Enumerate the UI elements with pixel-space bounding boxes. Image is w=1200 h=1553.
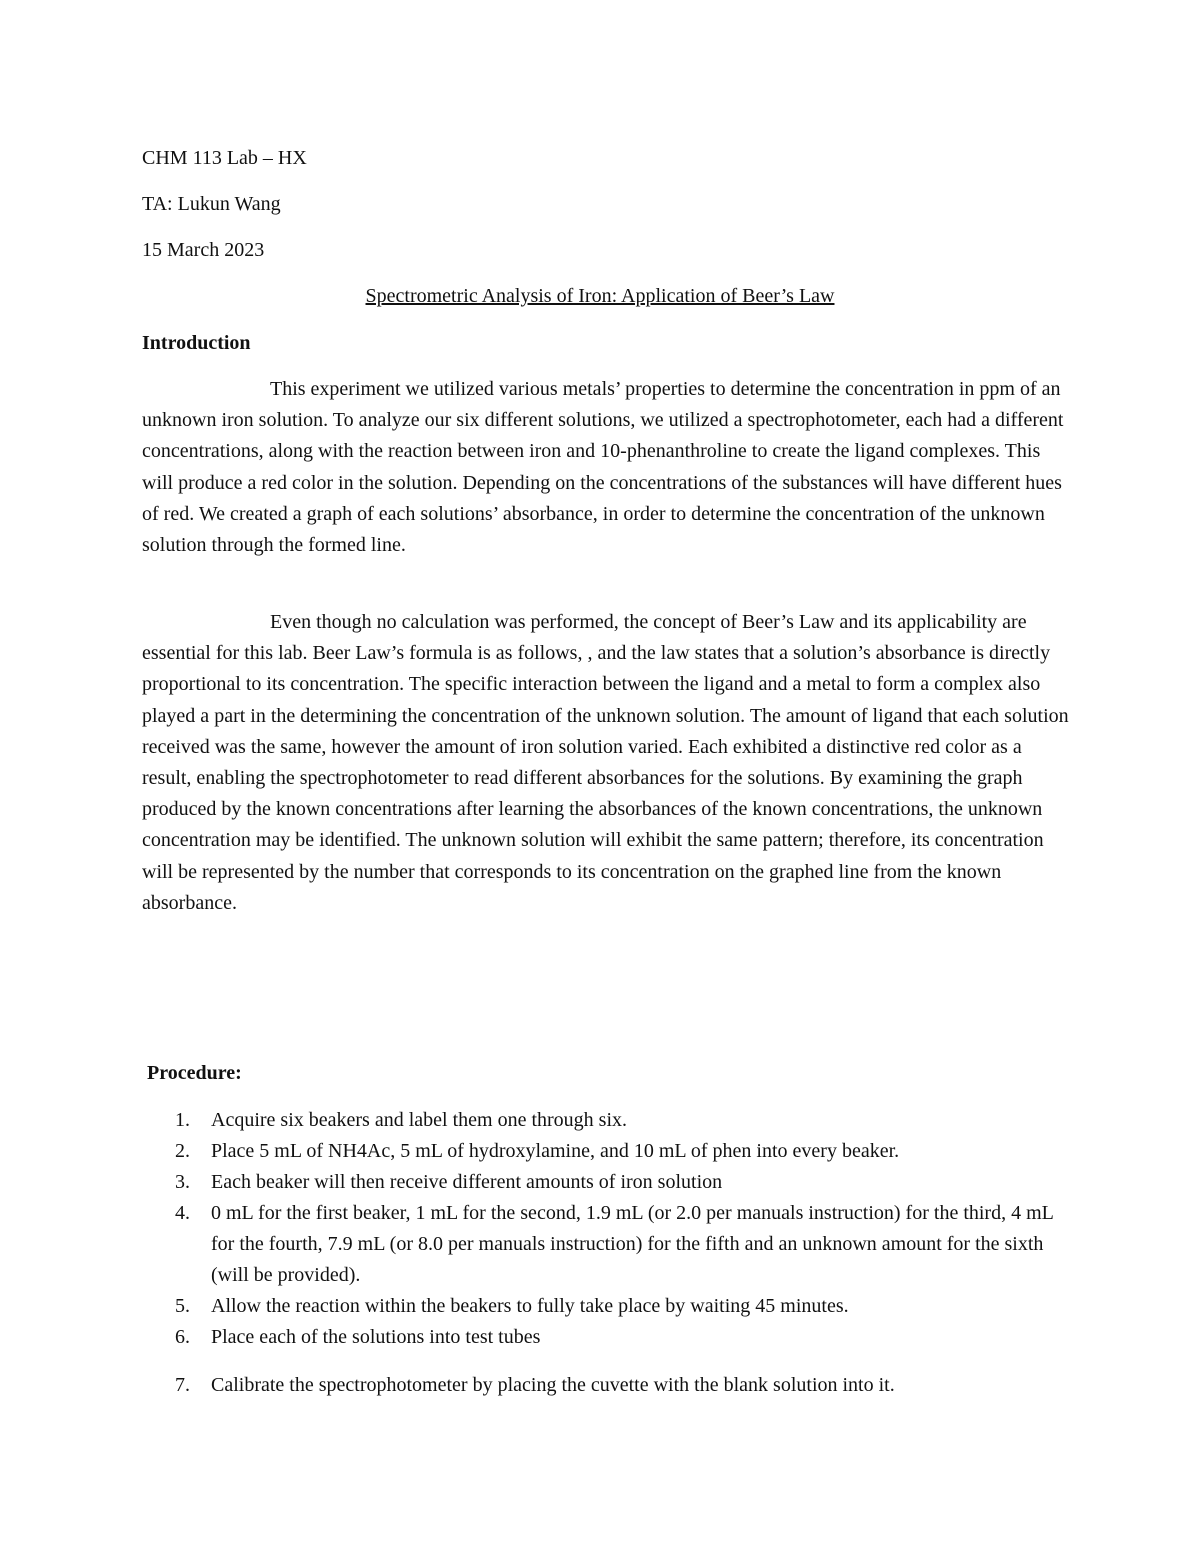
list-item bbox=[142, 1105, 1072, 1136]
step-number: 5. bbox=[175, 1295, 190, 1317]
step-text: Acquire six beakers and label them one through six. bbox=[211, 1109, 627, 1131]
list-item bbox=[142, 1322, 1072, 1353]
step-text: 0 mL for the first beaker, 1 mL for the second, 1.9 mL (or 2.0 per manuals instruction) for the third, 4 mL for the fourth, 7.9 mL (or 8.0 per manuals instruction) for the fifth and an unknown amount for the sixth (will be provided). bbox=[211, 1202, 1054, 1286]
step-text: Allow the reaction within the beakers to fully take place by waiting 45 minutes. bbox=[211, 1295, 849, 1317]
date-line: 15 March 2023 bbox=[142, 239, 265, 261]
step-number: 1. bbox=[175, 1109, 190, 1131]
ta-line: TA: Lukun Wang bbox=[142, 193, 281, 215]
list-item bbox=[142, 1136, 1072, 1167]
step-number: 7. bbox=[175, 1374, 190, 1396]
list-item bbox=[142, 1167, 1072, 1198]
procedure-heading: Procedure: bbox=[147, 1062, 242, 1084]
list-item bbox=[142, 1370, 1072, 1401]
step-text: Calibrate the spectrophotometer by placing the cuvette with the blank solution into it. bbox=[211, 1374, 895, 1396]
list-item bbox=[142, 1198, 1072, 1291]
intro-paragraph-1: This experiment we utilized various metals’ properties to determine the concentration in ppm of an unknown iron solution. To analyze our six different solutions, we utilized a spectrophotometer, each had a different concentrations, along with the reaction between iron and 10-phenanthroline to create the ligand complexes. This will produce a red color in the solution. Depending on the concentrations of the substances will have different hues of red. We created a graph of each solutions’ absorbance, in order to determine the concentration of the unknown solution through the formed line. bbox=[142, 378, 1064, 557]
document-title: Spectrometric Analysis of Iron: Application of Beer’s Law bbox=[365, 285, 835, 307]
list-item bbox=[142, 1291, 1072, 1322]
course-line: CHM 113 Lab – HX bbox=[142, 147, 307, 169]
step-number: 3. bbox=[175, 1171, 190, 1193]
intro-paragraph-2: Even though no calculation was performed, the concept of Beer’s Law and its applicability are essential for this lab. Beer Law’s formula is as follows, , and the law states that a solution’s absorbance is directly proportional to its concentration. The specific interaction between the ligand and a metal to form a complex also played a part in the determining the concentration of the unknown solution. The amount of ligand that each solution received was the same, however the amount of iron solution varied. Each exhibited a distinctive red color as a result, enabling the spectrophotometer to read different absorbances for the solutions. By examining the graph produced by the known concentrations after learning the absorbances of the known concentrations, the unknown concentration may be identified. The unknown solution will exhibit the same pattern; therefore, its concentration will be represented by the number that corresponds to its concentration on the graphed line from the known absorbance. bbox=[142, 611, 1069, 914]
step-number: 4. bbox=[175, 1202, 190, 1224]
procedure-list bbox=[142, 1105, 1072, 1401]
introduction-heading: Introduction bbox=[142, 332, 251, 354]
step-text: Each beaker will then receive different amounts of iron solution bbox=[211, 1171, 723, 1193]
step-number: 2. bbox=[175, 1140, 190, 1162]
step-number: 6. bbox=[175, 1326, 190, 1348]
step-text: Place 5 mL of NH4Ac, 5 mL of hydroxylamine, and 10 mL of phen into every beaker. bbox=[211, 1140, 900, 1162]
step-text: Place each of the solutions into test tubes bbox=[211, 1326, 541, 1348]
